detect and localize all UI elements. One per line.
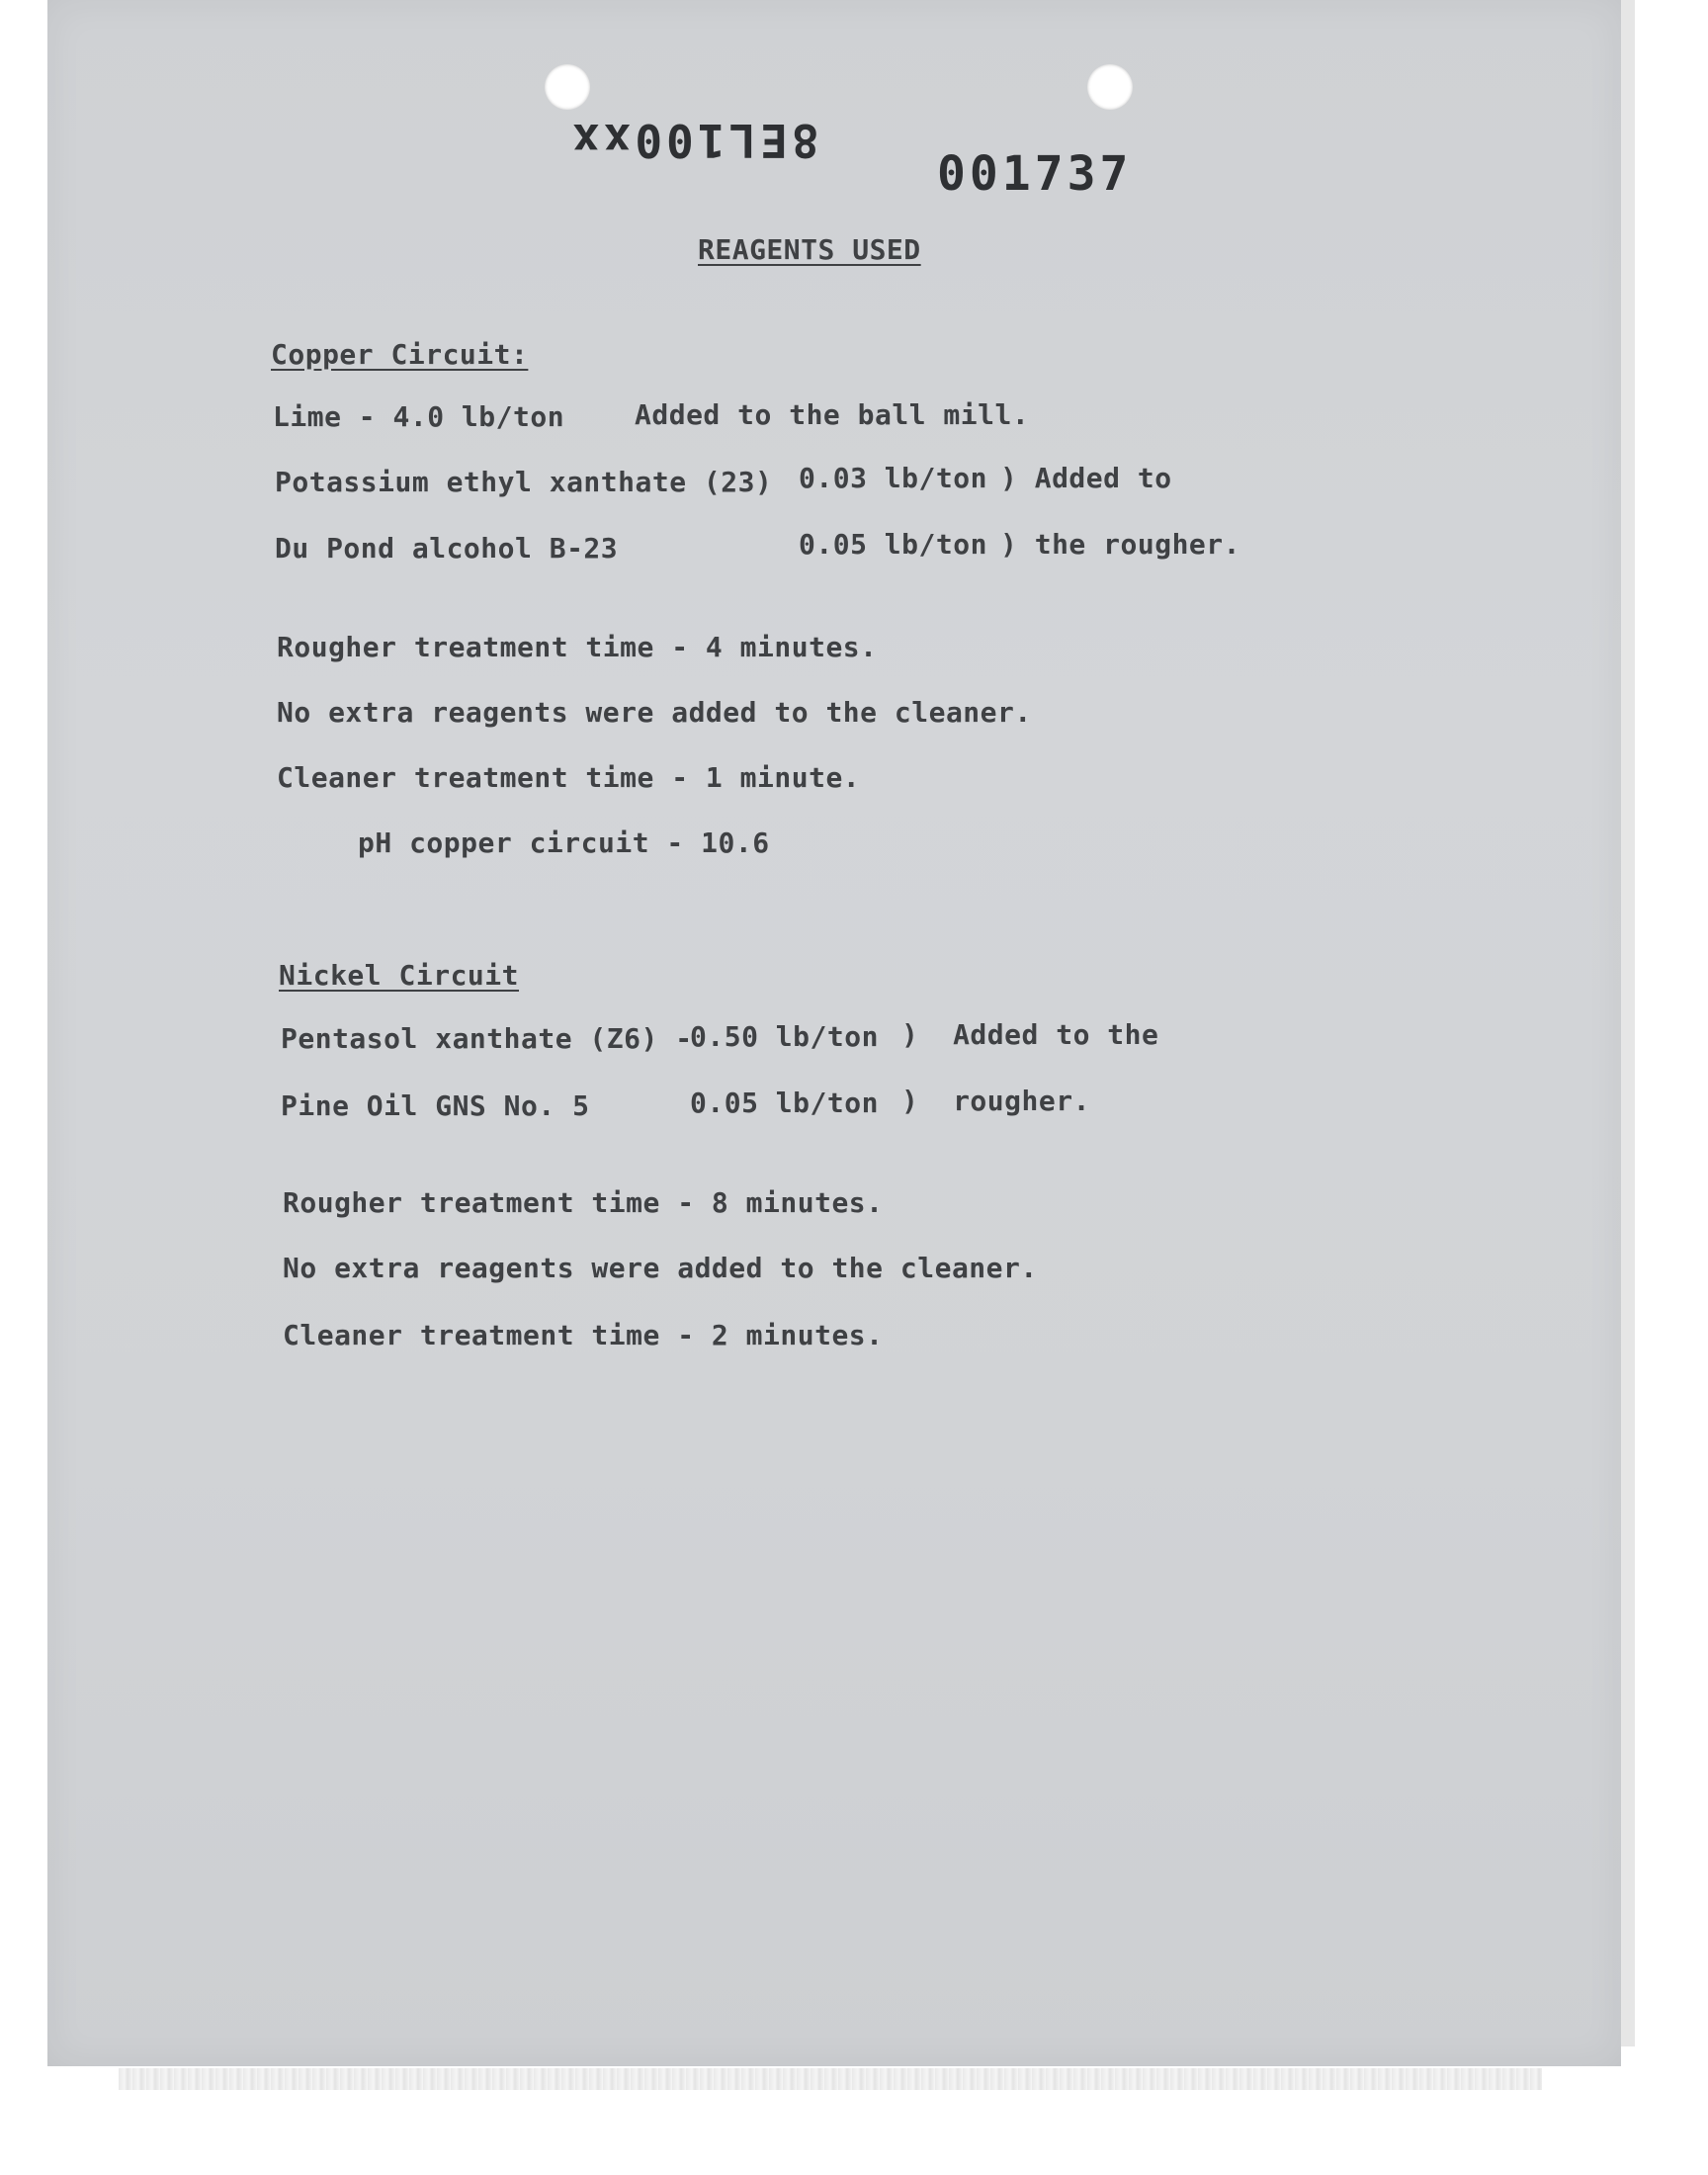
copper-circuit-heading: Copper Circuit: (271, 338, 529, 371)
pine-oil-note: ) rougher. (901, 1085, 1090, 1117)
inverted-stamp-number: 8EL100xx (568, 114, 819, 167)
paper-edge (1621, 0, 1635, 2046)
document-title: REAGENTS USED (698, 233, 921, 266)
lime-dosage: Lime - 4.0 lb/ton (273, 400, 565, 433)
nickel-no-extra-reagents: No extra reagents were added to the cleaner. (283, 1252, 1038, 1284)
nickel-rougher-time: Rougher treatment time - 8 minutes. (283, 1186, 884, 1219)
copper-cleaner-time: Cleaner treatment time - 1 minute. (277, 761, 861, 794)
alcohol-rate: 0.05 lb/ton (799, 528, 987, 561)
document-stamp-number: 001737 (937, 146, 1133, 202)
pentasol-name: Pentasol xanthate (Z6) - (281, 1022, 693, 1055)
alcohol-note: ) the rougher. (1000, 528, 1241, 561)
xanthate-rate: 0.03 lb/ton (799, 462, 987, 494)
alcohol-name: Du Pond alcohol B-23 (275, 532, 619, 565)
lime-note: Added to the ball mill. (635, 398, 1030, 431)
nickel-cleaner-time: Cleaner treatment time - 2 minutes. (283, 1319, 884, 1351)
xanthate-name: Potassium ethyl xanthate (23) (275, 466, 773, 498)
pine-oil-rate: 0.05 lb/ton (690, 1087, 879, 1119)
copper-rougher-time: Rougher treatment time - 4 minutes. (277, 631, 878, 663)
copper-ph: pH copper circuit - 10.6 (358, 826, 770, 859)
pentasol-note: ) Added to the (901, 1018, 1159, 1051)
pine-oil-name: Pine Oil GNS No. 5 (281, 1089, 590, 1122)
punch-hole-left (545, 64, 590, 110)
punch-hole-right (1087, 64, 1133, 110)
copper-no-extra-reagents: No extra reagents were added to the cleaner. (277, 696, 1032, 729)
xanthate-note: ) Added to (1000, 462, 1172, 494)
pentasol-rate: 0.50 lb/ton (690, 1020, 879, 1053)
scan-artifact-strip (119, 2068, 1542, 2090)
nickel-circuit-heading: Nickel Circuit (279, 959, 520, 992)
